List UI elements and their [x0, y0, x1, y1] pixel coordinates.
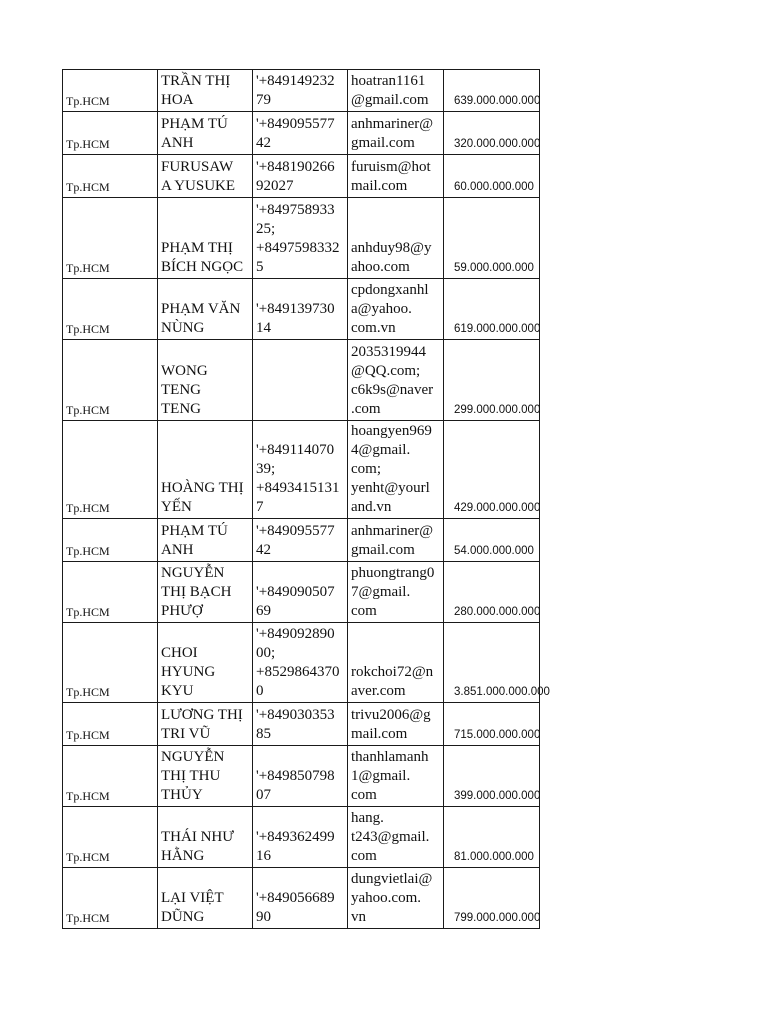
email-cell: anhduy98@y ahoo.com	[348, 198, 444, 279]
table-row	[63, 703, 540, 746]
amount-cell: 619.000.000.000	[444, 279, 540, 340]
city-cell: Tp.HCM	[63, 70, 158, 112]
city-cell: Tp.HCM	[63, 746, 158, 807]
email-cell: thanhlamanh 1@gmail. com	[348, 746, 444, 807]
table-row	[63, 198, 540, 279]
table-row	[63, 868, 540, 929]
city-cell: Tp.HCM	[63, 868, 158, 929]
name-cell: PHẠM VĂN NÙNG	[158, 279, 253, 340]
amount-cell: 799.000.000.000	[444, 868, 540, 929]
amount-cell: 399.000.000.000	[444, 746, 540, 807]
email-cell: cpdongxanhl a@yahoo. com.vn	[348, 279, 444, 340]
phone-cell: '+849114070 39; +8493415131 7	[253, 421, 348, 519]
phone-cell	[253, 340, 348, 421]
table-row	[63, 279, 540, 340]
email-cell: trivu2006@g mail.com	[348, 703, 444, 746]
amount-cell: 54.000.000.000	[444, 519, 540, 562]
records-table-body	[63, 70, 550, 929]
email-cell: dungvietlai@ yahoo.com. vn	[348, 868, 444, 929]
table-row	[63, 340, 540, 421]
amount-cell: 3.851.000.000.000	[444, 623, 540, 703]
table-row	[63, 746, 540, 807]
phone-cell: '+849030353 85	[253, 703, 348, 746]
city-cell: Tp.HCM	[63, 112, 158, 155]
table-row	[63, 623, 540, 703]
phone-cell: '+849095577 42	[253, 112, 348, 155]
email-cell: hoangyen969 4@gmail. com; yenht@yourl and.vn	[348, 421, 444, 519]
name-cell: HOÀNG THỊ YẾN	[158, 421, 253, 519]
name-cell: NGUYỄN THỊ BẠCH PHƯỢ	[158, 562, 253, 623]
phone-cell: '+849149232 79	[253, 70, 348, 112]
amount-cell: 320.000.000.000	[444, 112, 540, 155]
city-cell: Tp.HCM	[63, 562, 158, 623]
amount-cell: 299.000.000.000	[444, 340, 540, 421]
name-cell: PHẠM THỊ BÍCH NGỌC	[158, 198, 253, 279]
amount-cell: 639.000.000.000	[444, 70, 540, 112]
city-cell: Tp.HCM	[63, 519, 158, 562]
amount-cell: 429.000.000.000	[444, 421, 540, 519]
email-cell: anhmariner@ gmail.com	[348, 112, 444, 155]
email-cell: anhmariner@ gmail.com	[348, 519, 444, 562]
email-cell: furuism@hot mail.com	[348, 155, 444, 198]
table-row	[63, 112, 540, 155]
email-cell: phuongtrang0 7@gmail. com	[348, 562, 444, 623]
amount-cell: 60.000.000.000	[444, 155, 540, 198]
phone-cell: '+849139730 14	[253, 279, 348, 340]
table-row	[63, 562, 540, 623]
table-row	[63, 519, 540, 562]
city-cell: Tp.HCM	[63, 421, 158, 519]
name-cell: LẠI VIỆT DŨNG	[158, 868, 253, 929]
city-cell: Tp.HCM	[63, 340, 158, 421]
phone-cell: '+848190266 92027	[253, 155, 348, 198]
city-cell: Tp.HCM	[63, 623, 158, 703]
table-row	[63, 807, 540, 868]
name-cell: NGUYỄN THỊ THU THỦY	[158, 746, 253, 807]
amount-cell: 715.000.000.000	[444, 703, 540, 746]
phone-cell: '+849090507 69	[253, 562, 348, 623]
table-row	[63, 155, 540, 198]
city-cell: Tp.HCM	[63, 155, 158, 198]
phone-cell: '+849850798 07	[253, 746, 348, 807]
phone-cell: '+849758933 25; +8497598332 5	[253, 198, 348, 279]
name-cell: THÁI NHƯ HẰNG	[158, 807, 253, 868]
records-table	[62, 69, 550, 929]
name-cell: FURUSAW A YUSUKE	[158, 155, 253, 198]
amount-cell: 81.000.000.000	[444, 807, 540, 868]
phone-cell: '+849056689 90	[253, 868, 348, 929]
city-cell: Tp.HCM	[63, 198, 158, 279]
name-cell: PHẠM TÚ ANH	[158, 112, 253, 155]
table-row	[63, 421, 540, 519]
email-cell: 2035319944 @QQ.com; c6k9s@naver .com	[348, 340, 444, 421]
email-cell: rokchoi72@n aver.com	[348, 623, 444, 703]
table-row	[63, 70, 540, 112]
phone-cell: '+849095577 42	[253, 519, 348, 562]
city-cell: Tp.HCM	[63, 703, 158, 746]
amount-cell: 280.000.000.000	[444, 562, 540, 623]
name-cell: LƯƠNG THỊ TRI VŨ	[158, 703, 253, 746]
email-cell: hang. t243@gmail. com	[348, 807, 444, 868]
email-cell: hoatran1161 @gmail.com	[348, 70, 444, 112]
amount-cell: 59.000.000.000	[444, 198, 540, 279]
name-cell: PHẠM TÚ ANH	[158, 519, 253, 562]
name-cell: WONG TENG TENG	[158, 340, 253, 421]
phone-cell: '+849092890 00; +8529864370 0	[253, 623, 348, 703]
name-cell: CHOI HYUNG KYU	[158, 623, 253, 703]
city-cell: Tp.HCM	[63, 279, 158, 340]
phone-cell: '+849362499 16	[253, 807, 348, 868]
city-cell: Tp.HCM	[63, 807, 158, 868]
name-cell: TRẦN THỊ HOA	[158, 70, 253, 112]
